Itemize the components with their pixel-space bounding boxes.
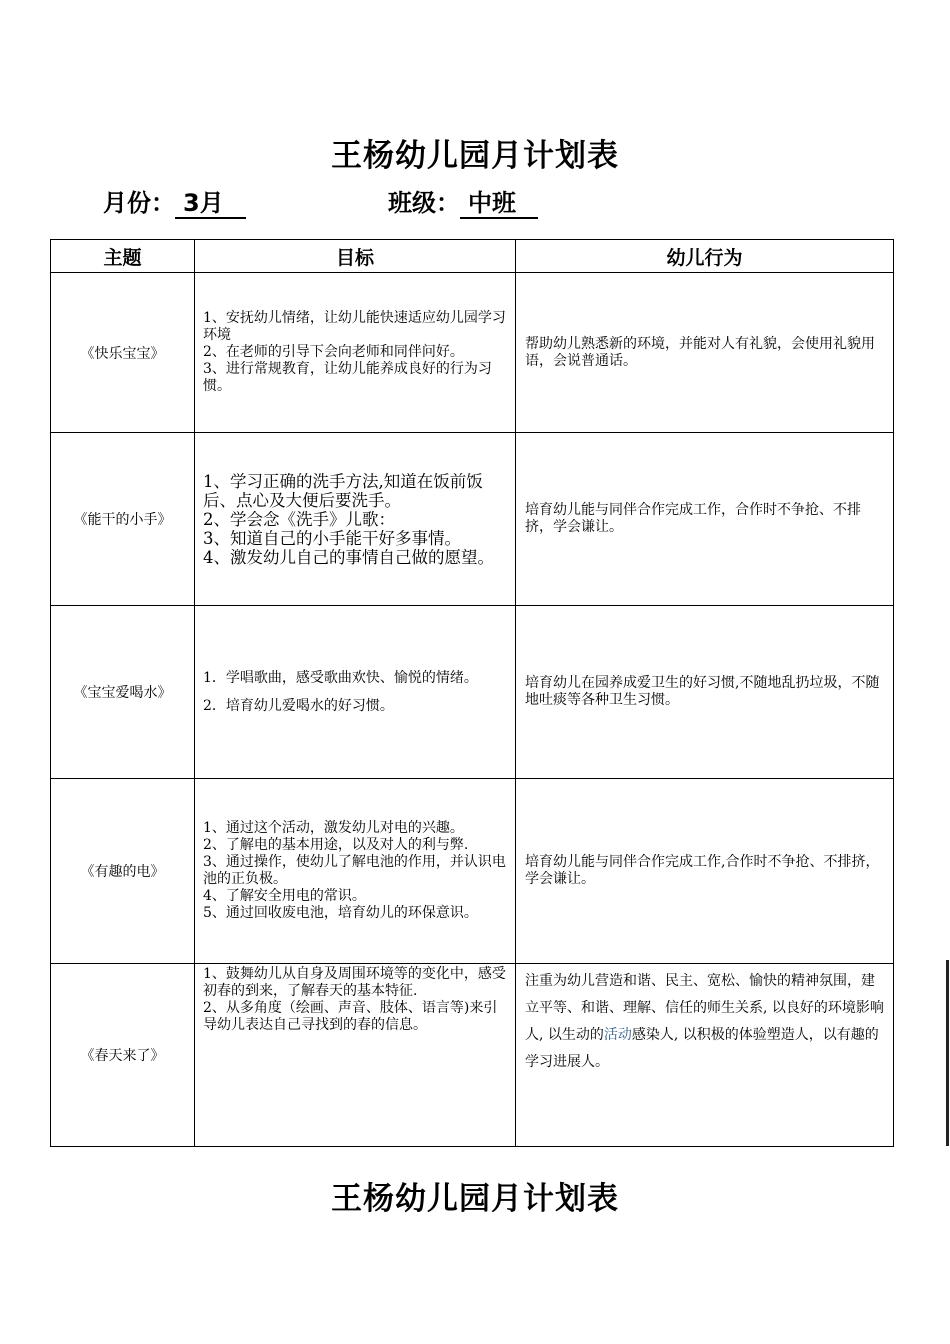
table-row xyxy=(51,964,894,1147)
class-label: 班级： xyxy=(388,189,460,217)
header-theme: 主题 xyxy=(51,240,195,273)
behavior-text-pre: 注重为幼儿营造和谐、民主、宽松、愉快的精神氛围，建立平等、和谐、理解、信任的师生关系, 以良好的环境影响人, 以生动的 xyxy=(525,973,884,1043)
behavior-cell: 培育幼儿能与同伴合作完成工作，合作时不争抢、不排挤，学会谦让。 xyxy=(516,433,894,606)
table-row xyxy=(51,273,894,433)
goal-cell: 1、安抚幼儿情绪，让幼儿能快速适应幼儿园学习环境 2、在老师的引导下会向老师和同伴问好。 3、进行常规教育，让幼儿能养成良好的行为习惯。 xyxy=(195,273,516,433)
theme-cell: 《宝宝爱喝水》 xyxy=(51,606,195,779)
theme-cell: 《能干的小手》 xyxy=(51,433,195,606)
header-behavior: 幼儿行为 xyxy=(516,240,894,273)
activity-link[interactable]: 活动 xyxy=(603,1027,632,1043)
month-value: 3月 xyxy=(175,189,246,219)
page-edge-bar xyxy=(946,960,949,1146)
behavior-cell: 培育幼儿在园养成爱卫生的好习惯,不随地乱扔垃圾，不随地吐痰等各种卫生习惯。 xyxy=(516,606,894,779)
header-goal: 目标 xyxy=(195,240,516,273)
table-row xyxy=(51,606,894,779)
table-row xyxy=(51,779,894,964)
behavior-cell xyxy=(516,964,894,1147)
table-header-row xyxy=(51,240,894,273)
month-label: 月份： xyxy=(103,189,175,217)
page-title: 王杨幼儿园月计划表 xyxy=(331,138,619,174)
behavior-text-post: 感染人, 以积极的体验塑造人，以有趣的学习进展人。 xyxy=(525,1027,879,1070)
goal-cell: 1、鼓舞幼儿从自身及周围环境等的变化中，感受初春的到来，了解春天的基本特征. 2、从多角度（绘画、声音、肢体、语言等)来引导幼儿表达自己寻找到的春的信息。 xyxy=(195,964,516,1147)
goal-cell: 1、通过这个活动，激发幼儿对电的兴趣。 2、了解电的基本用途，以及对人的利与弊. 3、通过操作，使幼儿了解电池的作用，并认识电池的正负极。 4、了解安全用电的常识。 5、通过回收废电池，培育幼儿的环保意识。 xyxy=(195,779,516,964)
theme-cell: 《有趣的电》 xyxy=(51,779,195,964)
month-field xyxy=(103,183,246,219)
behavior-cell: 培育幼儿能与同伴合作完成工作,合作时不争抢、不排挤，学会谦让。 xyxy=(516,779,894,964)
theme-cell: 《春天来了》 xyxy=(51,964,195,1147)
table-row xyxy=(51,433,894,606)
theme-cell: 《快乐宝宝》 xyxy=(51,273,195,433)
goal-cell: 1．学唱歌曲，感受歌曲欢快、愉悦的情绪。 2．培育幼儿爱喝水的好习惯。 xyxy=(195,606,516,779)
goal-cell: 1、学习正确的洗手方法,知道在饭前饭后、点心及大便后要洗手。 2、学会念《洗手》儿歌： 3、知道自己的小手能干好多事情。 4、激发幼儿自己的事情自己做的愿望。 xyxy=(195,433,516,606)
plan-table xyxy=(50,239,894,1147)
page-title-repeat: 王杨幼儿园月计划表 xyxy=(331,1181,619,1217)
class-field xyxy=(388,183,538,219)
class-value: 中班 xyxy=(460,189,538,219)
behavior-cell: 帮助幼儿熟悉新的环境，并能对人有礼貌，会使用礼貌用语，会说普通话。 xyxy=(516,273,894,433)
